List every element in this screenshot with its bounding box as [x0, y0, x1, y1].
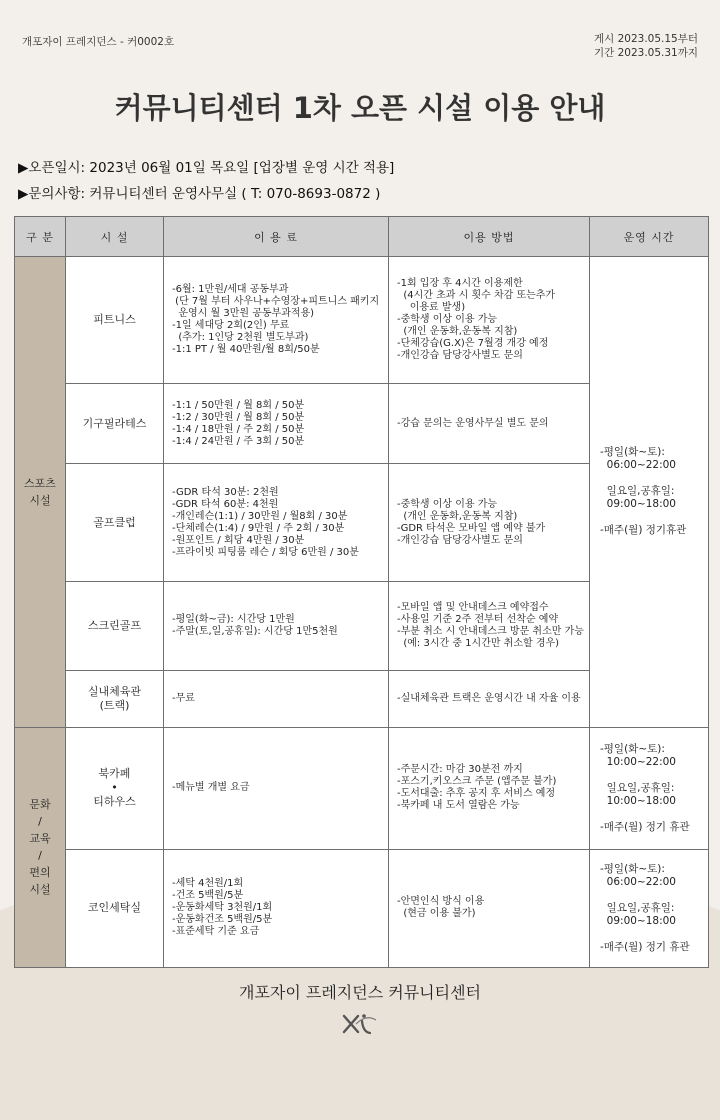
header-facility: 시 설 — [66, 217, 164, 257]
fee-cell: -평일(화~금): 시간당 1만원 -주말(토,일,공휴일): 시간당 1만5천원 — [164, 582, 389, 670]
xi-logo — [340, 1012, 380, 1040]
method-cell: -중학생 이상 이용 가능 (개인 운동화,운동복 지참) -GDR 타석은 모바일 앱 예약 불가 -개인강습 담당강사별도 문의 — [389, 464, 590, 582]
table-row — [15, 727, 709, 849]
fee-cell: -1:1 / 50만원 / 월 8회 / 50분 -1:2 / 30만원 / 월 8회 / 50분 -1:4 / 18만원 / 주 2회 / 50분 -1:4 / 24만원 / 주 3회 / 50분 — [164, 384, 389, 464]
facility-name: 실내체육관 (트랙) — [66, 670, 164, 727]
fee-cell: -6월: 1만원/세대 공동부과 (단 7월 부터 사우나+수영장+피트니스 패키지 운영시 월 3만원 공동부과적용) -1일 세대당 2회(2인) 무료 (추가: 1인당 2천원 별도부과) -1:1 PT / 월 40만원/월 8회/50분 — [164, 257, 389, 384]
facility-name: 피트니스 — [66, 257, 164, 384]
hours-sports: -평일(화~토): 06:00~22:00 일요일,공휴일: 09:00~18:00 -매주(월) 정기휴관 — [590, 257, 709, 728]
category-culture: 문화 / 교육 / 편의 시설 — [15, 727, 66, 967]
method-cell: -주문시간: 마감 30분전 까지 -포스기,키오스크 주문 (앱주문 불가) -도서대출: 추후 공지 후 서비스 예정 -북카페 내 도서 열람은 가능 — [389, 727, 590, 849]
header-fee: 이 용 료 — [164, 217, 389, 257]
facility-name: 북카페 • 티하우스 — [66, 727, 164, 849]
method-cell: -안면인식 방식 이용 (현금 이용 불가) — [389, 849, 590, 967]
end-date: 기간 2023.05.31까지 — [593, 47, 698, 59]
hours-bookcafe: -평일(화~토): 10:00~22:00 일요일,공휴일: 10:00~18:00 -매주(월) 정기 휴관 — [590, 727, 709, 849]
posting-period — [594, 32, 698, 60]
facility-table — [14, 216, 709, 968]
facility-name: 기구필라테스 — [66, 384, 164, 464]
xi-logo-icon — [340, 1012, 380, 1036]
method-cell: -모바일 앱 및 안내데스크 예약접수 -사용일 기준 2주 전부터 선착순 예약 -부분 취소 시 안내데스크 방문 취소만 가능 (예: 3시간 중 1시간만 취소할 경우) — [389, 582, 590, 670]
facility-name: 스크린골프 — [66, 582, 164, 670]
header-category: 구 분 — [15, 217, 66, 257]
posted-date: 게시 2023.05.15부터 — [593, 33, 698, 45]
method-cell: -1회 입장 후 4시간 이용제한 (4시간 초과 시 횟수 차감 또는추가 이용료 발생) -중학생 이상 이용 가능 (개인 운동화,운동복 지참) -단체강습(G.X)은 7월경 개강 예정 -개인강습 담당강사별도 문의 — [389, 257, 590, 384]
header-method: 이용 방법 — [389, 217, 590, 257]
footer-title: 개포자이 프레지던스 커뮤니티센터 — [238, 983, 481, 1002]
hours-laundry: -평일(화~토): 06:00~22:00 일요일,공휴일: 09:00~18:00 -매주(월) 정기 휴관 — [590, 849, 709, 967]
open-date-info: ▶오픈일시: 2023년 06월 01일 목요일 [업장별 운영 시간 적용] — [18, 160, 395, 176]
category-sports: 스포츠 시설 — [15, 257, 66, 728]
fee-cell: -무료 — [164, 670, 389, 727]
method-cell: -실내체육관 트랙은 운영시간 내 자율 이용 — [389, 670, 590, 727]
fee-cell: -세탁 4천원/1회 -건조 5백원/5분 -운동화세탁 3천원/1회 -운동화건조 5백원/5분 -표준세탁 기준 요금 — [164, 849, 389, 967]
contact-info: ▶문의사항: 커뮤니티센터 운영사무실 ( T: 070-8693-0872 ) — [18, 186, 381, 202]
header-hours: 운영 시간 — [590, 217, 709, 257]
document-id: 개포자이 프레지던스 - 커0002호 — [22, 36, 175, 48]
fee-cell: -메뉴별 개별 요금 — [164, 727, 389, 849]
table-row — [15, 257, 709, 384]
facility-name: 코인세탁실 — [66, 849, 164, 967]
method-cell: -강습 문의는 운영사무실 별도 문의 — [389, 384, 590, 464]
facility-name: 골프클럽 — [66, 464, 164, 582]
fee-cell: -GDR 타석 30분: 2천원 -GDR 타석 60분: 4천원 -개인레슨(1:1) / 30만원 / 월8회 / 30분 -단체레슨(1:4) / 9만원 / 주 2회 / 30분 -원포인트 / 회당 4만원 / 30분 -프라이빗 피팅룸 레슨 / 회당 6만원 / 30분 — [164, 464, 389, 582]
table-row — [15, 849, 709, 967]
table-header-row — [15, 217, 709, 257]
page-title: 커뮤니티센터 1차 오픈 시설 이용 안내 — [114, 91, 606, 125]
